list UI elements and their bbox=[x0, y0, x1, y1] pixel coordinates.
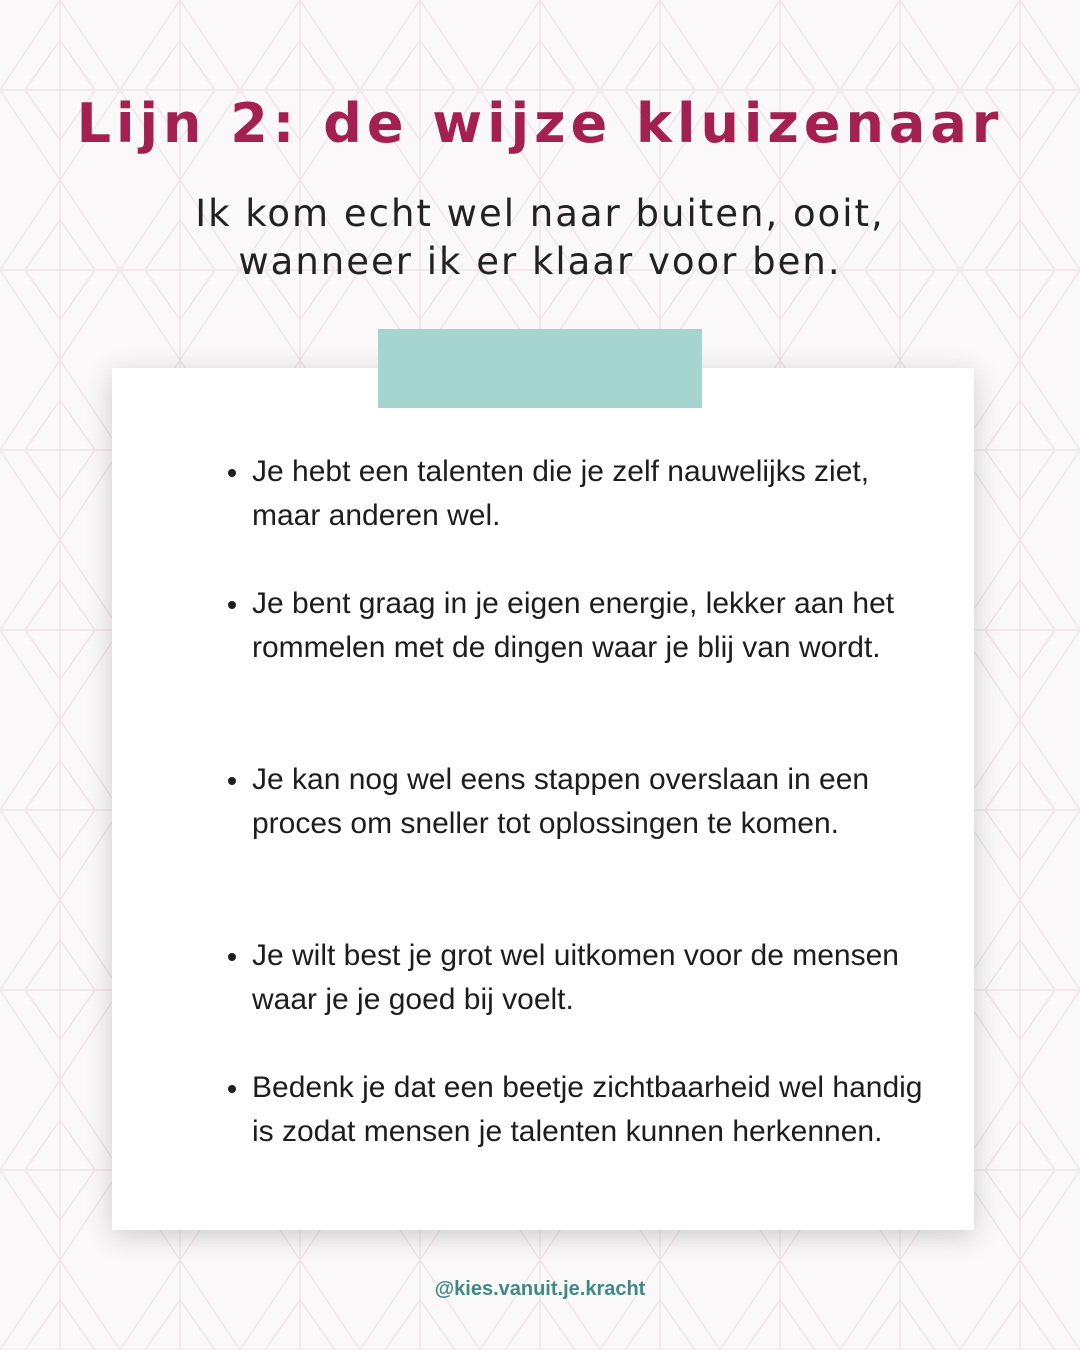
list-item: Je bent graag in je eigen energie, lekker aan het rommelen met de dingen waar je blij van wordt. bbox=[252, 582, 932, 670]
list-item: Je hebt een talenten die je zelf nauwelijks ziet, maar anderen wel. bbox=[252, 450, 932, 538]
content-card bbox=[112, 368, 974, 1230]
social-handle: @kies.vanuit.je.kracht bbox=[434, 1278, 646, 1300]
list-item: Je wilt best je grot wel uitkomen voor de mensen waar je je goed bij voelt. bbox=[252, 934, 932, 1022]
tape-decoration bbox=[378, 329, 702, 408]
page-title: Lijn 2: de wijze kluizenaar bbox=[76, 92, 1004, 155]
subtitle: Ik kom echt wel naar buiten, ooit, wanneer ik er klaar voor ben. bbox=[195, 192, 885, 283]
list-item: Bedenk je dat een beetje zichtbaarheid wel handig is zodat mensen je talenten kunnen herkennen. bbox=[252, 1066, 932, 1154]
list-item: Je kan nog wel eens stappen overslaan in een proces om sneller tot oplossingen te komen. bbox=[252, 758, 932, 846]
